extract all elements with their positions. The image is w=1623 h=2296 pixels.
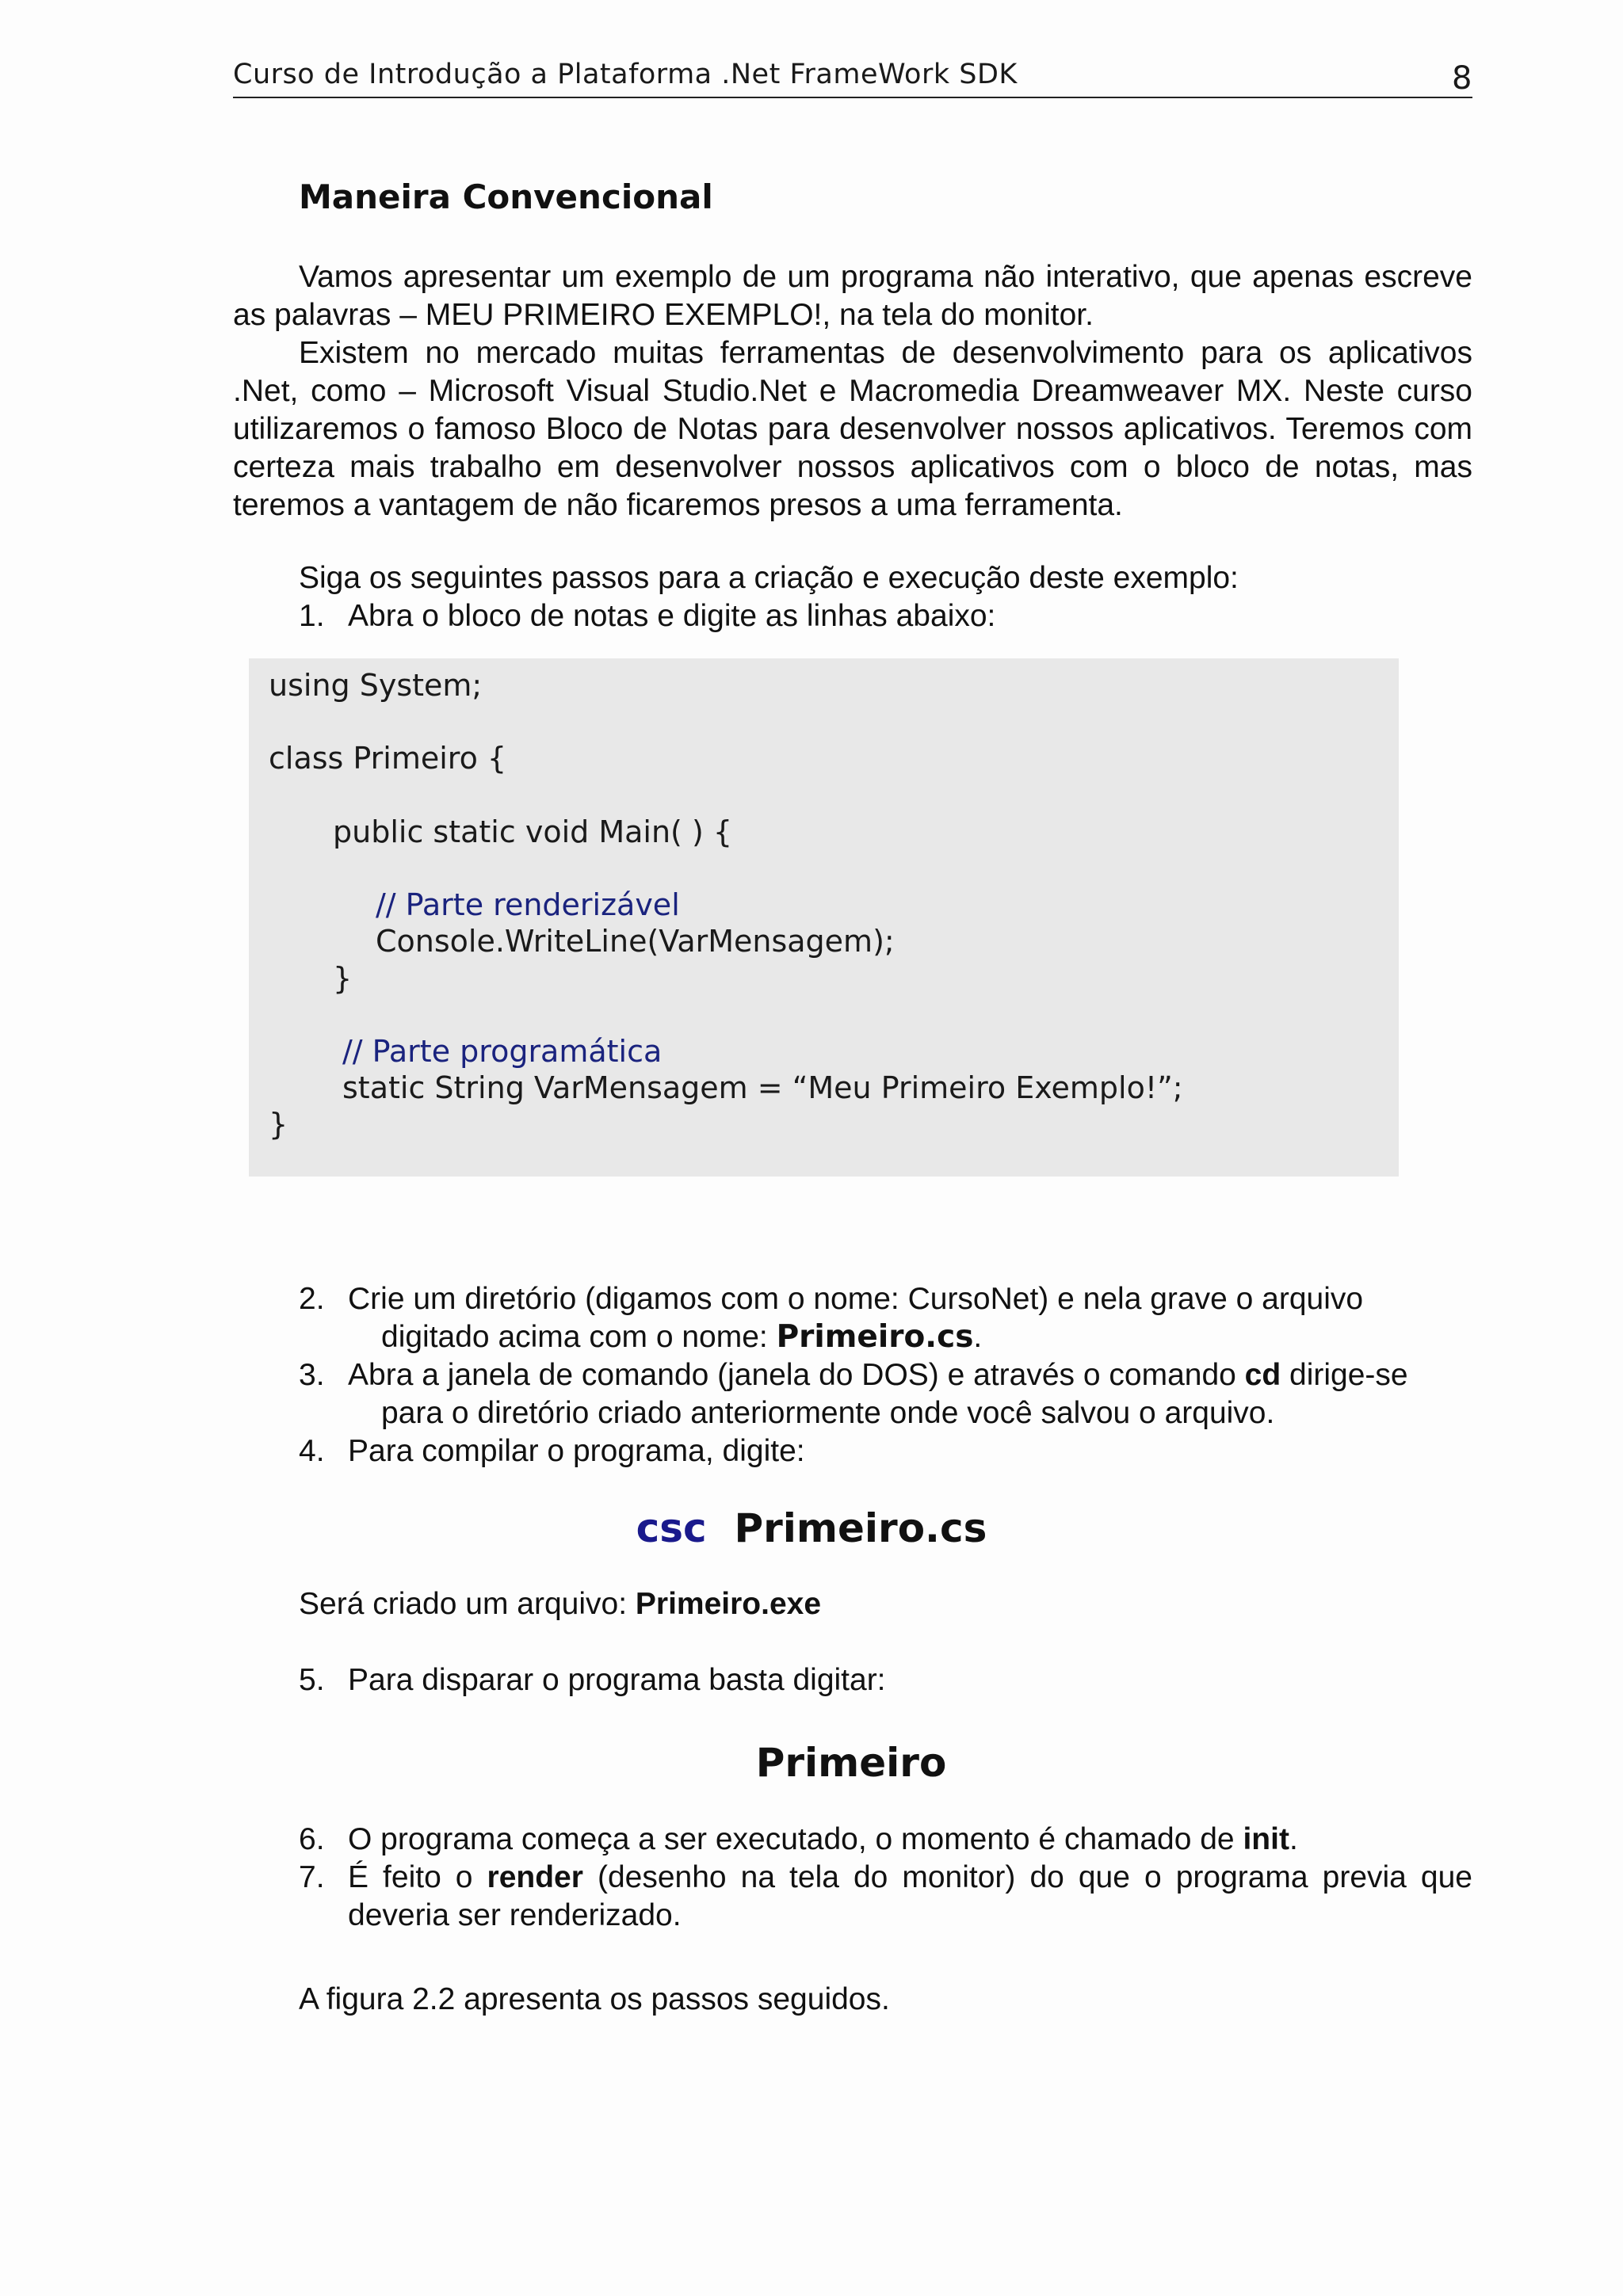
step-text: Para compilar o programa, digite:	[348, 1434, 805, 1468]
step-6	[299, 1821, 1472, 1859]
intro-paragraph-3: Siga os seguintes passos para a criação e execução deste exemplo:	[299, 561, 1239, 595]
step-number: 1.	[299, 599, 325, 633]
code-line: using System;	[269, 668, 483, 703]
steps-6-7	[299, 1821, 1472, 1935]
steps-2-4	[299, 1280, 1472, 1470]
page-header	[233, 59, 1472, 98]
code-line: public static void Main( ) {	[333, 814, 733, 849]
step-text: O programa começa a ser executado, o momento é chamado de	[348, 1822, 1243, 1856]
code-line: }	[333, 961, 353, 996]
intro-paragraph-2: Existem no mercado muitas ferramentas de desenvolvimento para os aplicativos .Net, como – Microsoft Visual Studio.Net e Macromedia Dreamweaver MX. Neste curso utilizaremos o famoso Bloco de Notas para desenvolver nossos aplicativos. Teremos com certeza mais trabalho em desenvolver nossos aplicativos com o bloco de notas, mas teremos a vantagem de não ficaremos presos a uma ferramenta.	[233, 336, 1472, 522]
intro-paragraph-1: Vamos apresentar um exemplo de um programa não interativo, que apenas escreve as palavras – MEU PRIMEIRO EXEMPLO!, na tela do monitor.	[233, 260, 1472, 332]
step-number: 4.	[299, 1434, 325, 1468]
run-command: Primeiro	[755, 1740, 947, 1786]
step-text: Crie um diretório (digamos com o nome: CursoNet) e nela grave o arquivo	[348, 1282, 1364, 1316]
step-text: digitado acima com o nome:	[381, 1320, 777, 1354]
header-title: Curso de Introdução a Plataforma .Net FrameWork SDK	[233, 59, 1018, 90]
step-number: 2.	[299, 1282, 325, 1316]
step-2	[299, 1280, 1472, 1356]
created-filename: Primeiro.exe	[635, 1587, 822, 1621]
code-comment: // Parte renderizável	[376, 887, 680, 922]
code-block	[249, 658, 1399, 1177]
step-text: Para disparar o programa basta digitar:	[348, 1663, 886, 1697]
created-text: Será criado um arquivo:	[299, 1587, 636, 1621]
step-number: 7.	[299, 1860, 325, 1894]
compiler-keyword: csc	[636, 1505, 707, 1551]
step-text: É feito o	[348, 1860, 487, 1894]
compile-command	[0, 1505, 1623, 1551]
page-number: 8	[1452, 60, 1472, 97]
code-line: }	[269, 1107, 288, 1142]
code-line: Console.WriteLine(VarMensagem);	[376, 924, 895, 959]
closing-line: A figura 2.2 apresenta os passos seguidos.	[299, 1982, 890, 2016]
step-3	[299, 1356, 1472, 1432]
code-comment: // Parte programática	[342, 1034, 663, 1069]
step-4	[299, 1432, 1472, 1470]
code-line: static String VarMensagem = “Meu Primeiro Exemplo!”;	[342, 1070, 1183, 1105]
step-number: 3.	[299, 1358, 325, 1392]
term: init	[1243, 1822, 1289, 1856]
filename: Primeiro.cs	[776, 1319, 974, 1355]
step-text: Abra o bloco de notas e digite as linhas abaixo:	[348, 599, 996, 633]
step-number: 6.	[299, 1822, 325, 1856]
punctuation: .	[973, 1320, 983, 1354]
step-text: (desenho na tela do monitor) do que o programa previa que	[582, 1860, 1472, 1894]
step-1	[299, 597, 1472, 635]
step-text: para o diretório criado anteriormente onde você salvou o arquivo.	[381, 1396, 1275, 1430]
step-7	[299, 1859, 1472, 1935]
created-file-line	[299, 1585, 821, 1623]
step-text: Abra a janela de comando (janela do DOS) e através o comando	[348, 1358, 1245, 1392]
section-title: Maneira Convencional	[299, 177, 713, 216]
compile-filename: Primeiro.cs	[734, 1505, 987, 1551]
step-text: deveria ser renderizado.	[348, 1898, 682, 1932]
step-number: 5.	[299, 1663, 325, 1697]
term: render	[487, 1860, 583, 1894]
step-5	[299, 1661, 1472, 1699]
punctuation: .	[1289, 1822, 1298, 1856]
command-name: cd	[1244, 1358, 1281, 1392]
code-line: class Primeiro {	[269, 741, 507, 776]
step-text: dirige-se	[1281, 1358, 1408, 1392]
